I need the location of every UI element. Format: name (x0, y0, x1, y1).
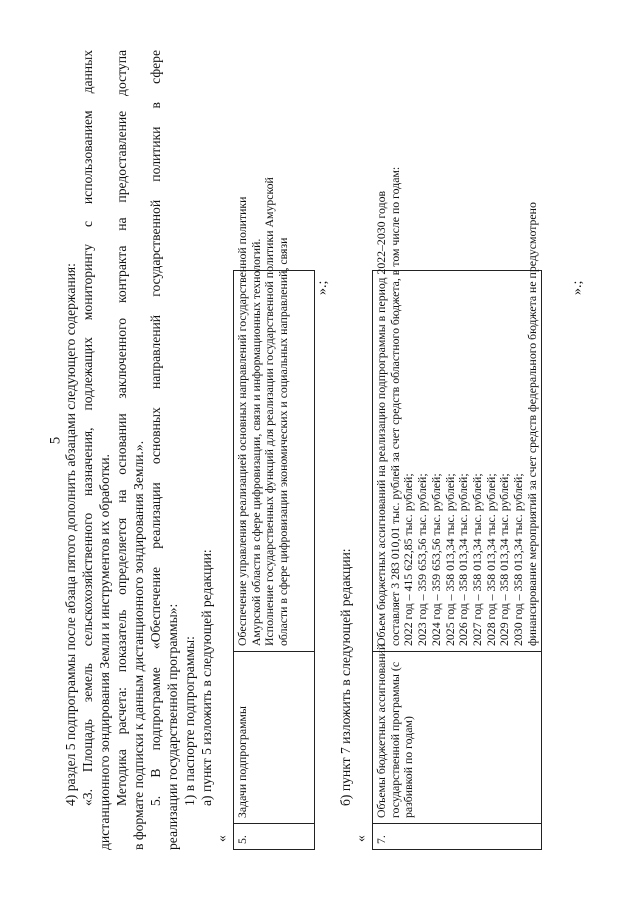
paragraph-passport: 1) в паспорте подпрограммы: (182, 636, 197, 806)
paragraph-item-7: б) пункт 7 изложить в следующей редакции: (338, 548, 353, 806)
paragraph-new-item-3: «3. Площадь земель сельскохозяйственного назначения, подлежащих мониторингу с использованием данных (80, 50, 95, 806)
year-line: 2030 год – 358 013,34 тыс. рублей; (511, 473, 526, 646)
paragraph-new-item-3-cont: дистанционного зондирования Земли и инструментов их обработки. (97, 454, 112, 850)
text-line: Амурской области в сфере цифровизации, связи и информационных технологий. (248, 238, 263, 646)
paragraph-subprogram-5-cont: реализации государственной программы»: (165, 603, 180, 850)
year-line: 2024 год – 359 653,56 тыс. рублей; (428, 473, 443, 646)
text-line: составляет 3 283 010,01 тыс. рублей за счет средств областного бюджета, в том числе по годам: (387, 166, 402, 646)
text-line: финансирование мероприятий за счет средств федерального бюджета не предусмотрено (524, 202, 539, 646)
table-num: 5. (234, 824, 315, 850)
quote-close-2: ».; (570, 280, 585, 295)
year-line: 2023 год – 359 653,56 тыс. рублей; (415, 473, 430, 646)
text-line: области в сфере цифровизации экономических и социальных направлений, связи (276, 237, 291, 646)
table-content (234, 177, 315, 652)
year-line: 2029 год – 358 013,34 тыс. рублей; (497, 473, 512, 646)
year-line: 2025 год – 358 013,34 тыс. рублей; (442, 473, 457, 646)
table-item-5 (233, 177, 315, 850)
table-content (373, 166, 542, 652)
table-num: 7. (373, 824, 542, 850)
label-line: Объемы бюджетных ассигнований (374, 643, 388, 818)
label-line: разбивкой по годам) (401, 716, 416, 818)
year-line: 2028 год – 358 013,34 тыс. рублей; (483, 473, 498, 646)
paragraph-method-cont: в формате подписки к данным дистанционного зондирования Земли.». (131, 440, 146, 850)
year-line: 2022 год – 415 622,85 тыс. рублей; (401, 473, 416, 646)
text-line: Обеспечение управления реализацией основных направлений государственной политики (235, 196, 249, 646)
document-body (55, 50, 595, 850)
table-label: Задачи подпрограммы (234, 652, 315, 824)
paragraph-section5-intro: 4) раздел 5 подпрограммы после абзаца пятого дополнить абзацами следующего содержания: (63, 263, 78, 806)
quote-open-1: « (214, 835, 229, 842)
table-item-7 (372, 166, 542, 850)
year-line: 2026 год – 358 013,34 тыс. рублей; (456, 473, 471, 646)
page-number: 5 (47, 436, 64, 445)
paragraph-method: Методика расчета: показатель определяется на основании заключенного контракта на предоставление доступа (114, 50, 129, 806)
quote-close-1: ».; (315, 280, 330, 295)
quote-open-2: « (353, 835, 368, 842)
year-line: 2027 год – 358 013,34 тыс. рублей; (469, 473, 484, 646)
paragraph-item-5: а) пункт 5 изложить в следующей редакции: (199, 549, 214, 806)
table-label (373, 643, 542, 824)
paragraph-subprogram-5: 5. В подпрограмме «Обеспечение реализации основных направлений государственной политики в сфере (148, 50, 163, 806)
text-line: Объем бюджетных ассигнований на реализацию подпрограммы в период 2022–2030 годов (374, 190, 388, 646)
label-line: государственной программы (с (387, 661, 402, 818)
text-line: Исполнение государственных функций для реализации государственной политики Амурской (262, 177, 277, 646)
